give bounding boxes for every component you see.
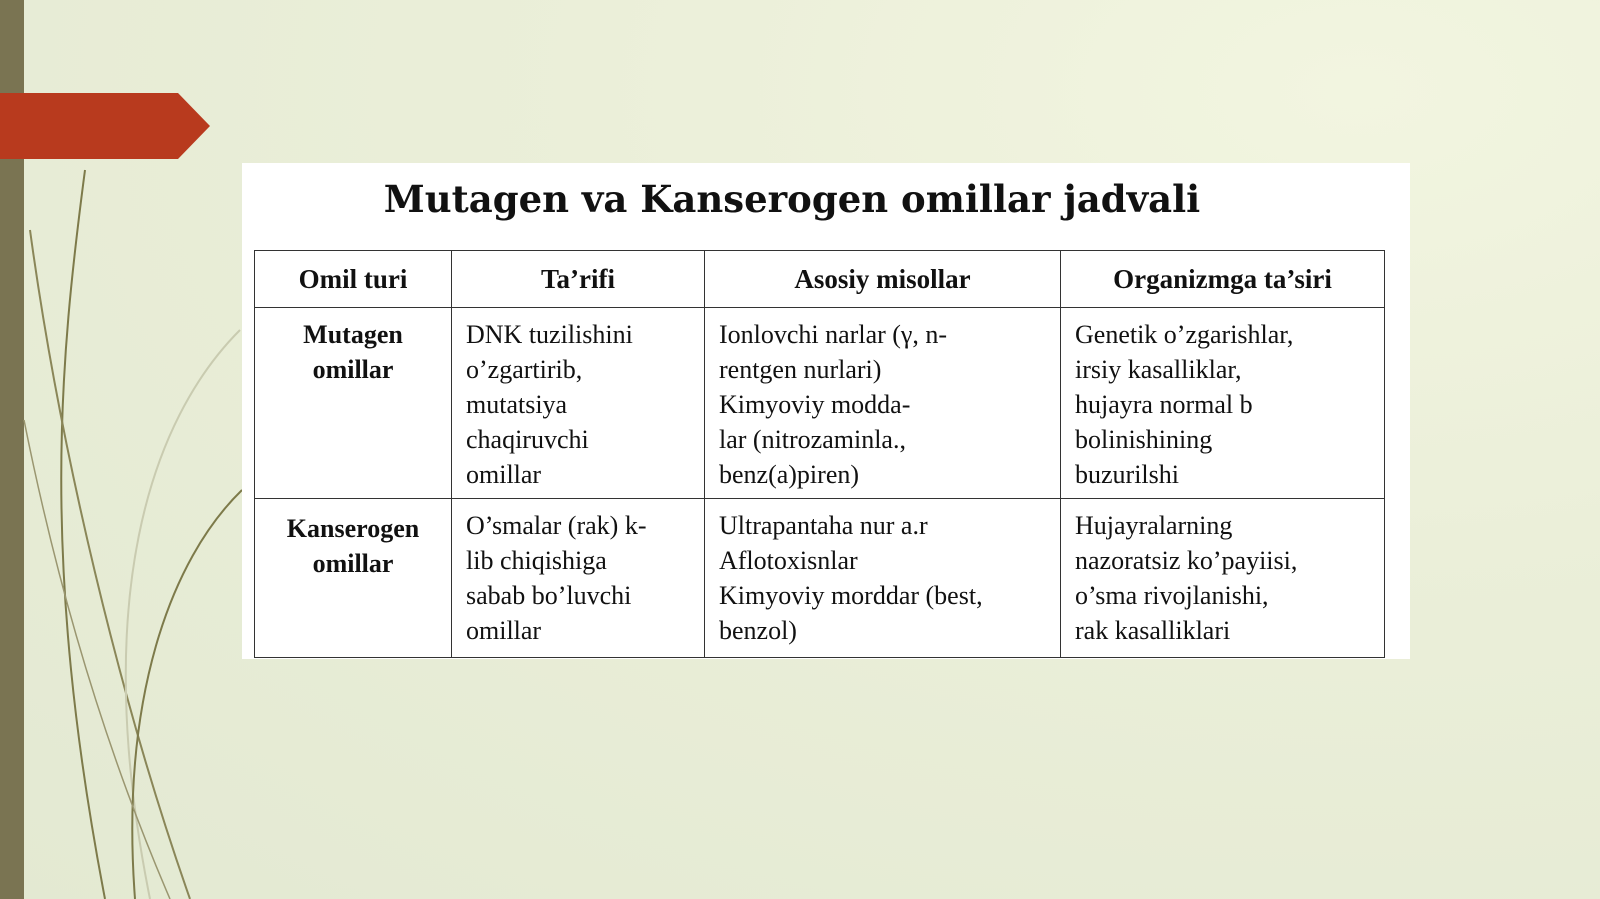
table-row: [255, 499, 1385, 658]
examples-line: lar (nitrozaminla.,: [719, 425, 906, 454]
effect-line: nazoratsiz ko’payiisi,: [1075, 546, 1298, 575]
header-examples: Asosiy misollar: [705, 251, 1061, 308]
row-type-line: Kanserogen: [286, 514, 420, 543]
table-card: [242, 163, 1410, 659]
examples-line: Kimyoviy modda-: [719, 390, 911, 419]
definition-line: omillar: [466, 460, 542, 489]
examples-line: Ionlovchi narlar (γ, n-: [719, 320, 948, 349]
table-row: [255, 308, 1385, 499]
effect-line: irsiy kasalliklar,: [1075, 355, 1242, 384]
examples-line: benz(a)piren): [719, 460, 860, 489]
row-type-line: omillar: [312, 549, 394, 578]
definition-line: DNK tuzilishini: [466, 320, 633, 349]
header-effect: Organizmga ta’siri: [1061, 251, 1385, 308]
header-factor-type: Omil turi: [255, 251, 452, 308]
effect-line: o’sma rivojlanishi,: [1075, 581, 1269, 610]
factors-table: [254, 250, 1385, 658]
definition-line: sabab bo’luvchi: [466, 581, 632, 610]
definition-cell: [452, 308, 705, 499]
table-title: Mutagen va Kanserogen omillar jadvali: [383, 177, 1201, 221]
header-definition: Ta’rifi: [452, 251, 705, 308]
definition-line: omillar: [466, 616, 542, 645]
effect-cell: [1061, 308, 1385, 499]
effect-line: Genetik o’zgarishlar,: [1075, 320, 1294, 349]
examples-line: benzol): [719, 616, 797, 645]
effect-line: bolinishining: [1075, 425, 1213, 454]
examples-line: Aflotoxisnlar: [719, 546, 858, 575]
effect-line: rak kasalliklari: [1075, 616, 1231, 645]
examples-line: rentgen nurlari): [719, 355, 882, 384]
table-header-row: [255, 251, 1385, 308]
effect-line: buzurilshi: [1075, 460, 1179, 489]
row-type-cell: [255, 499, 452, 658]
row-type-cell: [255, 308, 452, 499]
examples-line: Ultrapantaha nur a.r: [719, 511, 928, 540]
definition-line: lib chiqishiga: [466, 546, 607, 575]
effect-cell: [1061, 499, 1385, 658]
red-arrow-banner: [0, 93, 210, 159]
definition-cell: [452, 499, 705, 658]
examples-cell: [705, 308, 1061, 499]
definition-line: chaqiruvchi: [466, 425, 589, 454]
examples-line: Kimyoviy morddar (best,: [719, 581, 983, 610]
effect-line: hujayra normal b: [1075, 390, 1253, 419]
examples-cell: [705, 499, 1061, 658]
effect-line: Hujayralarning: [1075, 511, 1233, 540]
row-type-line: omillar: [312, 355, 394, 384]
definition-line: mutatsiya: [466, 390, 568, 419]
row-type-line: Mutagen: [303, 320, 403, 349]
definition-line: O’smalar (rak) k-: [466, 511, 647, 540]
definition-line: o’zgartirib,: [466, 355, 583, 384]
